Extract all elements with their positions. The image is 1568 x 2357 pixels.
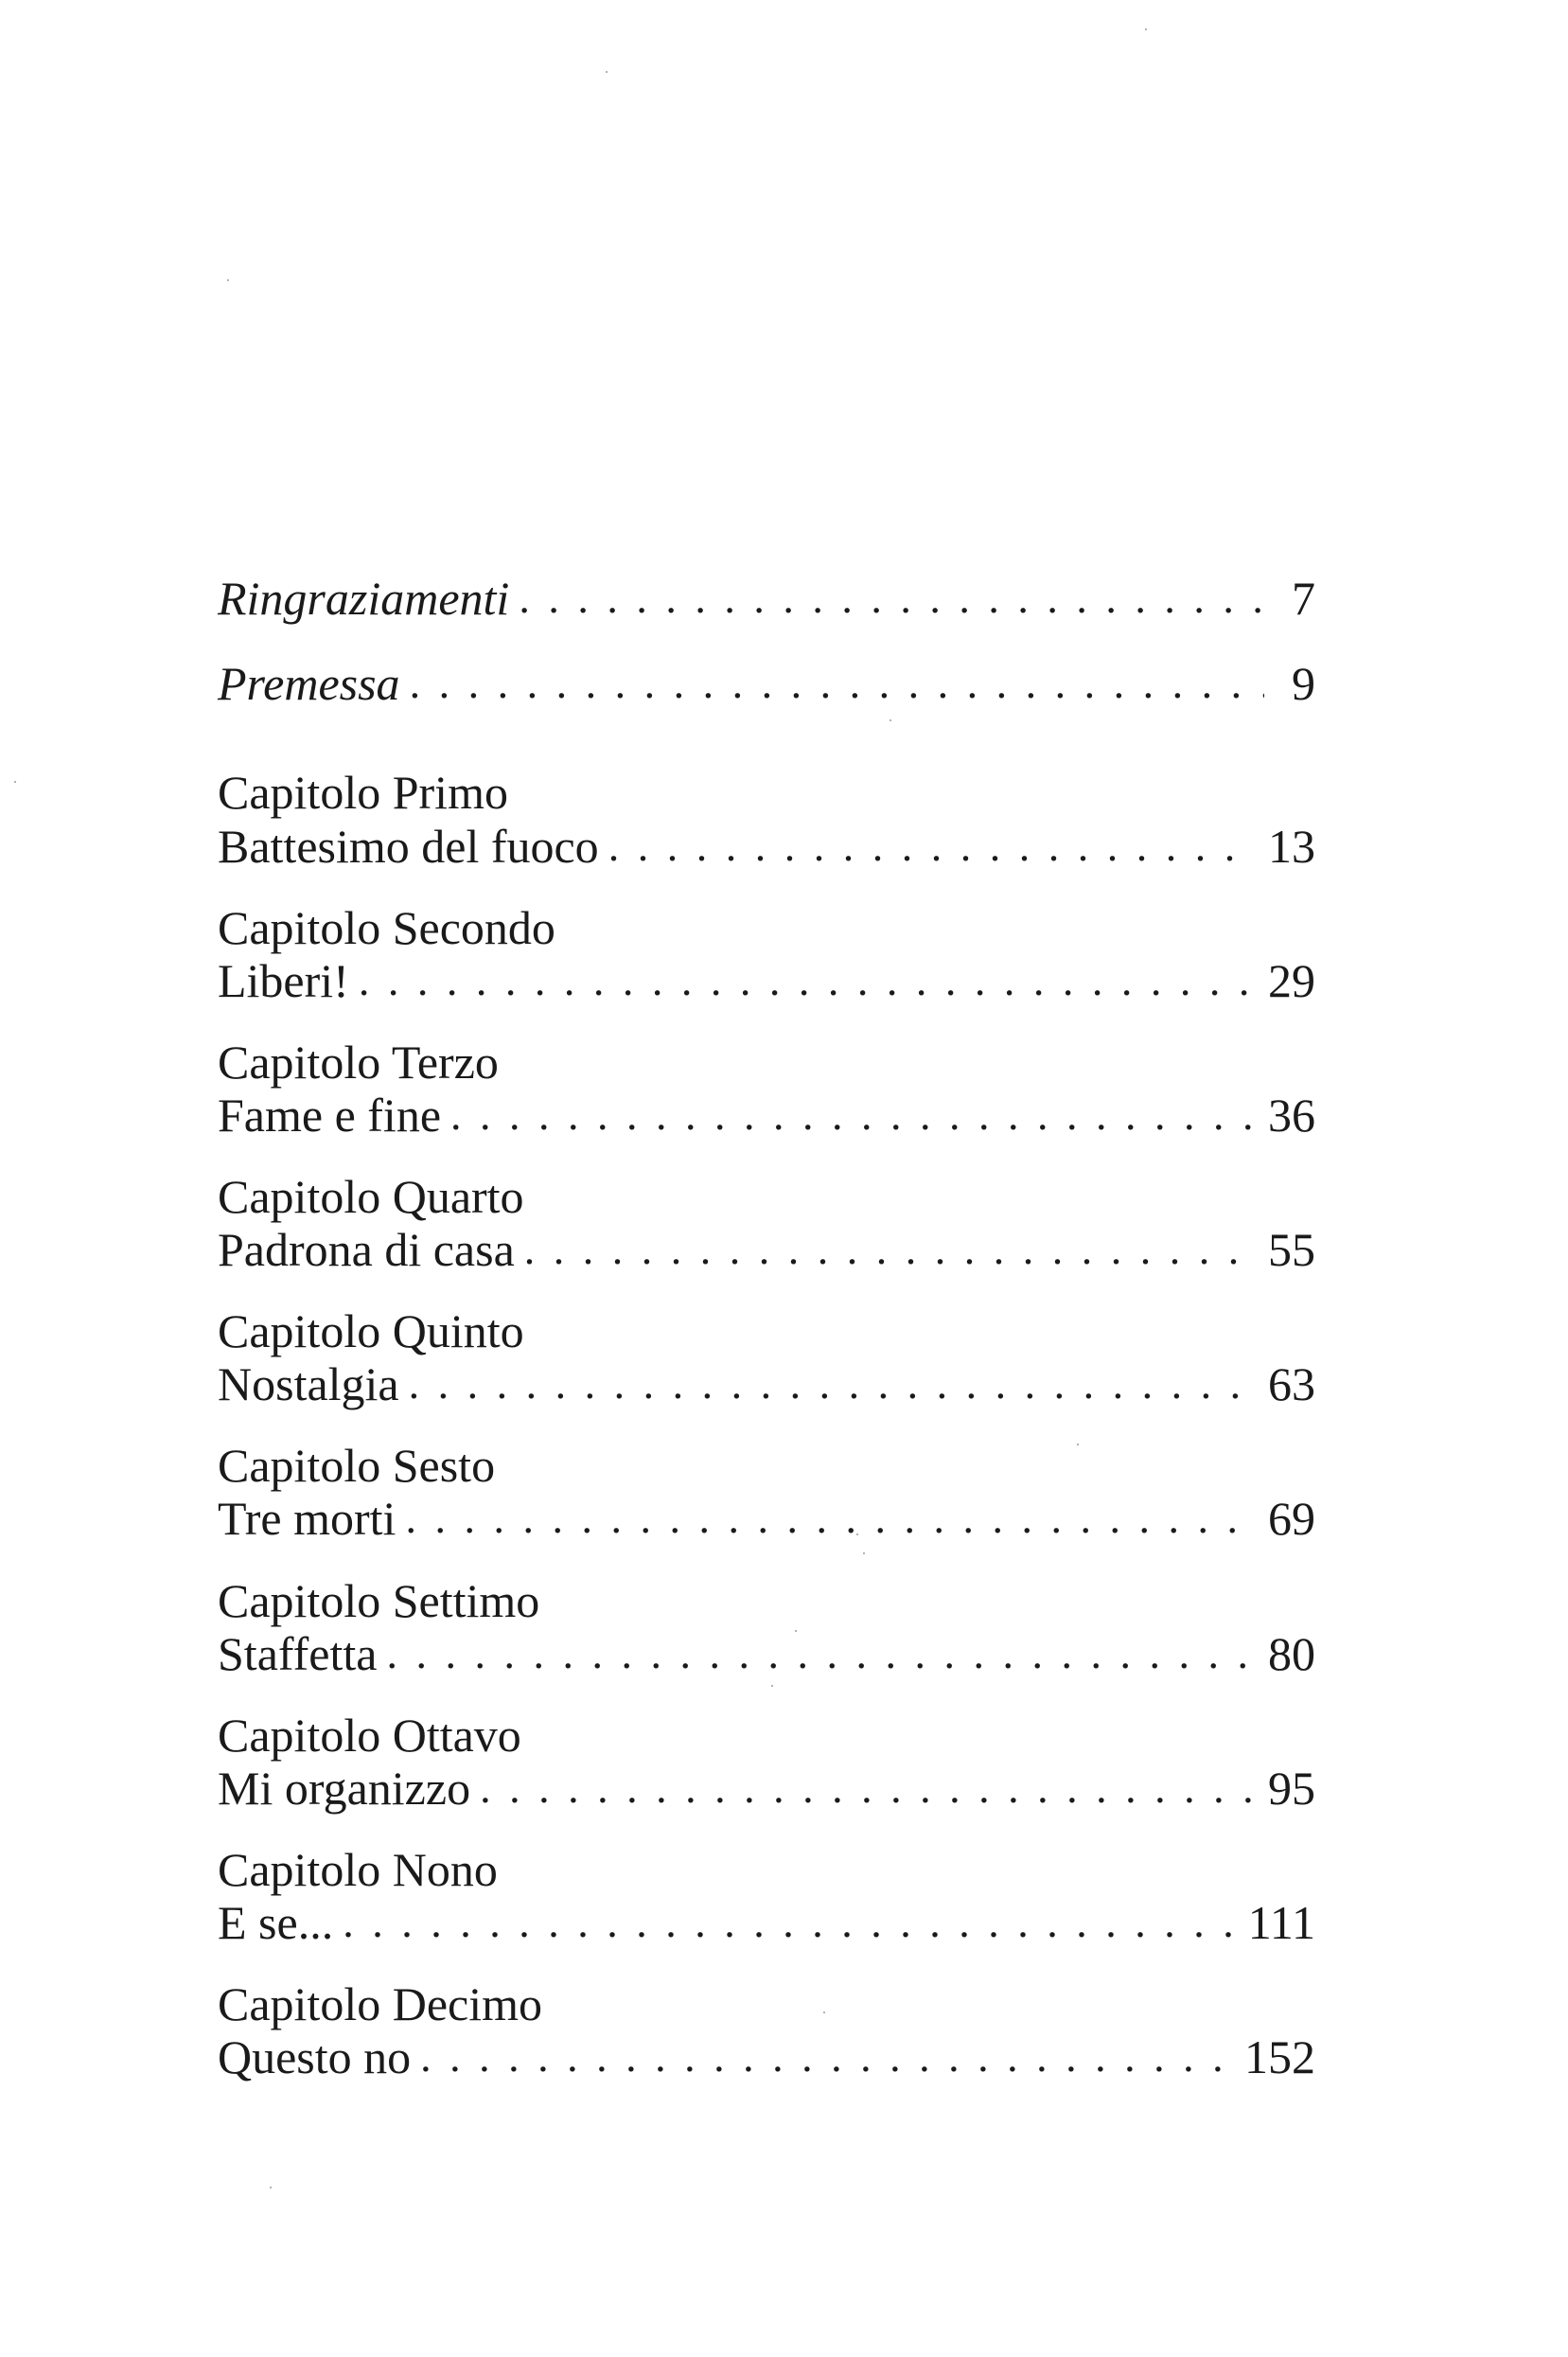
- toc-entry-title: Fame e fine: [218, 1089, 442, 1142]
- toc-entry-title: Tre morti: [218, 1492, 396, 1545]
- toc-entry-chapter-8[interactable]: [218, 1758, 1315, 1818]
- toc-entry-ringraziamenti[interactable]: [218, 568, 1315, 629]
- dot-leader: [450, 1085, 1255, 1145]
- toc-entry-page-number: 29: [1268, 954, 1315, 1007]
- scan-speck: [270, 2187, 272, 2189]
- toc-entry-chapter-5[interactable]: [218, 1354, 1315, 1414]
- toc-entry-page-number: 13: [1268, 820, 1315, 873]
- toc-entry-page-number: 55: [1268, 1223, 1315, 1276]
- toc-entry-title: E se...: [218, 1896, 334, 1949]
- scan-speck: [823, 2011, 825, 2013]
- dot-leader: [524, 1219, 1255, 1280]
- dot-leader: [608, 816, 1255, 877]
- scan-speck: [795, 1630, 797, 1632]
- toc-entry-title: Padrona di casa: [218, 1223, 515, 1276]
- chapter-heading: Capitolo Settimo: [218, 1574, 540, 1627]
- dot-leader: [480, 1758, 1255, 1818]
- toc-entry-chapter-10[interactable]: [218, 2027, 1315, 2087]
- toc-entry-chapter-4[interactable]: [218, 1219, 1315, 1280]
- toc-entry-title: Nostalgia: [218, 1357, 399, 1410]
- dot-leader: [409, 1354, 1255, 1414]
- toc-entry-title: Liberi!: [218, 954, 349, 1007]
- scan-speck: [863, 1552, 865, 1554]
- scan-speck: [1077, 1444, 1079, 1445]
- chapter-heading: Capitolo Sesto: [218, 1439, 496, 1492]
- chapter-heading: Capitolo Primo: [218, 766, 508, 819]
- toc-entry-chapter-7[interactable]: [218, 1623, 1315, 1684]
- toc-entry-chapter-1[interactable]: [218, 816, 1315, 877]
- toc-entry-page-number: 95: [1268, 1762, 1315, 1815]
- chapter-heading: Capitolo Quarto: [218, 1170, 524, 1223]
- chapter-heading: Capitolo Quinto: [218, 1304, 524, 1357]
- toc-entry-chapter-9[interactable]: [218, 1892, 1315, 1953]
- toc-entry-page-number: 111: [1247, 1896, 1315, 1949]
- toc-entry-title: Staffetta: [218, 1627, 378, 1680]
- toc-entry-chapter-3[interactable]: [218, 1085, 1315, 1145]
- scan-speck: [1145, 28, 1147, 30]
- toc-entry-premessa[interactable]: [218, 653, 1315, 714]
- toc-entry-page-number: 152: [1244, 2030, 1315, 2083]
- toc-entry-chapter-6[interactable]: [218, 1488, 1315, 1549]
- toc-entry-page-number: 7: [1292, 572, 1315, 625]
- dot-leader: [519, 568, 1264, 629]
- dot-leader: [405, 1488, 1255, 1549]
- toc-entry-page-number: 36: [1268, 1089, 1315, 1142]
- dot-leader: [343, 1892, 1235, 1953]
- toc-entry-page-number: 63: [1268, 1357, 1315, 1410]
- toc-entry-title: Ringraziamenti: [218, 572, 510, 625]
- dot-leader: [420, 2027, 1231, 2087]
- scan-speck: [14, 781, 16, 783]
- dot-leader: [410, 653, 1264, 714]
- toc-entry-page-number: 9: [1292, 657, 1315, 710]
- toc-entry-page-number: 80: [1268, 1627, 1315, 1680]
- scan-speck: [856, 1533, 858, 1535]
- toc-entry-page-number: 69: [1268, 1492, 1315, 1545]
- toc-entry-title: Mi organizzo: [218, 1762, 471, 1815]
- toc-entry-chapter-2[interactable]: [218, 950, 1315, 1011]
- chapter-heading: Capitolo Nono: [218, 1843, 498, 1896]
- chapter-heading: Capitolo Decimo: [218, 1977, 542, 2030]
- dot-leader: [386, 1623, 1255, 1684]
- chapter-heading: Capitolo Terzo: [218, 1036, 499, 1089]
- chapter-heading: Capitolo Secondo: [218, 901, 555, 954]
- toc-entry-title: Battesimo del fuoco: [218, 820, 599, 873]
- scan-speck: [771, 1685, 773, 1687]
- toc-entry-title: Questo no: [218, 2030, 412, 2083]
- toc-entry-title: Premessa: [218, 657, 400, 710]
- scan-speck: [227, 279, 229, 281]
- scan-speck: [606, 71, 608, 73]
- dot-leader: [359, 950, 1255, 1011]
- scan-speck: [890, 719, 891, 721]
- chapter-heading: Capitolo Ottavo: [218, 1709, 521, 1762]
